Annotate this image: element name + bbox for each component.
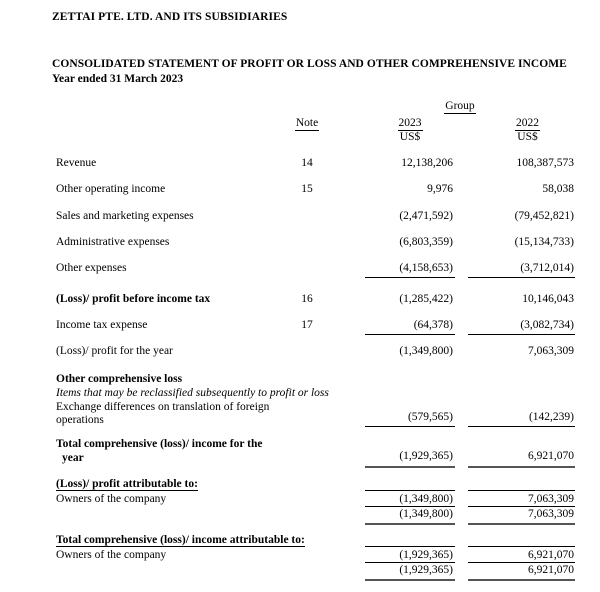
row-value-total-comprehensive-2023: (1,929,365)	[399, 450, 453, 462]
row-value-administrative-expenses-2022: (15,134,733)	[514, 236, 574, 248]
rule-owners-comprehensive-top-2022	[468, 546, 575, 547]
row-label-total-comprehensive-line1: Total comprehensive (loss)/ income for the	[56, 438, 263, 450]
row-value-other-expenses-2022: (3,712,014)	[520, 262, 574, 274]
rule-other-expenses-2023	[365, 277, 455, 278]
column-header-group	[420, 100, 500, 112]
rule-owners-comprehensive-mid-2022	[468, 562, 575, 563]
row-label-total-comprehensive-line2: year	[62, 452, 84, 464]
row-value-total-comprehensive-2022: 6,921,070	[528, 450, 574, 462]
row-value-other-operating-income-2022: 58,038	[542, 183, 574, 195]
row-value-revenue-2023: 12,138,206	[401, 157, 453, 169]
column-header-year-2023	[365, 117, 455, 129]
row-value-exchange-differences-2022: (142,239)	[528, 411, 574, 423]
column-header-note	[277, 117, 337, 129]
rule-total-comprehensive-attributable-2022	[468, 579, 575, 581]
row-label-exchange-differences-line2: operations	[56, 414, 104, 426]
row-value-loss-before-income-tax-2022: 10,146,043	[522, 293, 574, 305]
row-value-owners-comprehensive-2022: 6,921,070	[528, 549, 574, 561]
row-label-administrative-expenses: Administrative expenses	[56, 236, 170, 248]
rule-total-comprehensive-2023	[365, 466, 455, 468]
section-heading-profit-attributable: (Loss)/ profit attributable to:	[56, 478, 198, 490]
row-note-income-tax-expense: 17	[301, 319, 313, 331]
row-value-total-comprehensive-attributable-2022: 6,921,070	[528, 564, 574, 576]
column-header-currency-2022: US$	[517, 131, 538, 143]
rule-income-tax-expense-2023	[365, 334, 455, 335]
rule-owners-profit-mid-2023	[365, 506, 455, 507]
row-label-owners-of-company-profit: Owners of the company	[56, 493, 167, 505]
section-note-reclassification: Items that may be reclassified subsequently to profit or loss	[56, 387, 329, 399]
row-value-loss-before-income-tax-2023: (1,285,422)	[399, 293, 453, 305]
row-value-sales-marketing-expenses-2023: (2,471,592)	[399, 210, 453, 222]
section-heading-other-comprehensive-loss: Other comprehensive loss	[56, 373, 183, 385]
rule-total-profit-attributable-2023	[365, 523, 455, 525]
rule-owners-comprehensive-mid-2023	[365, 562, 455, 563]
company-name: ZETTAI PTE. LTD. AND ITS SUBSIDIARIES	[52, 11, 288, 23]
row-label-income-tax-expense: Income tax expense	[56, 319, 148, 331]
row-value-exchange-differences-2023: (579,565)	[407, 411, 453, 423]
column-header-year-2022-label: 2022	[516, 117, 539, 129]
rule-owners-profit-top-2023	[365, 490, 455, 491]
rule-exchange-differences-2022	[468, 426, 575, 427]
row-value-income-tax-expense-2022: (3,082,734)	[520, 319, 574, 331]
rule-other-expenses-2022	[468, 277, 575, 278]
column-header-group-label: Group	[445, 100, 475, 112]
rule-total-comprehensive-attributable-2023	[365, 579, 455, 581]
row-note-other-operating-income: 15	[301, 183, 313, 195]
row-value-other-operating-income-2023: 9,976	[427, 183, 453, 195]
row-value-owners-comprehensive-2023: (1,929,365)	[399, 549, 453, 561]
row-label-loss-before-income-tax: (Loss)/ profit before income tax	[56, 293, 211, 305]
row-note-revenue: 14	[301, 157, 313, 169]
column-header-currency-2023: US$	[399, 131, 421, 143]
rule-owners-profit-mid-2022	[468, 506, 575, 507]
row-value-total-profit-attributable-2022: 7,063,309	[528, 508, 574, 520]
column-header-year-2022	[480, 117, 575, 129]
row-value-total-profit-attributable-2023: (1,349,800)	[399, 508, 453, 520]
section-heading-total-comprehensive-attributable: Total comprehensive (loss)/ income attributable to:	[56, 534, 305, 546]
row-label-revenue: Revenue	[56, 157, 97, 169]
statement-period: Year ended 31 March 2023	[52, 73, 184, 85]
column-header-note-label: Note	[295, 117, 319, 129]
row-value-owners-profit-2022: 7,063,309	[528, 493, 574, 505]
row-value-other-expenses-2023: (4,158,653)	[399, 262, 453, 274]
row-label-loss-for-the-year: (Loss)/ profit for the year	[56, 345, 173, 357]
rule-exchange-differences-2023	[365, 426, 455, 427]
row-value-owners-profit-2023: (1,349,800)	[399, 493, 453, 505]
row-label-exchange-differences-line1: Exchange differences on translation of foreign	[56, 401, 270, 413]
row-value-administrative-expenses-2023: (6,803,359)	[399, 236, 453, 248]
row-value-total-comprehensive-attributable-2023: (1,929,365)	[399, 564, 453, 576]
row-note-loss-before-income-tax: 16	[301, 293, 313, 305]
row-value-income-tax-expense-2023: (64,378)	[413, 319, 453, 331]
row-label-other-expenses: Other expenses	[56, 262, 127, 274]
rule-total-profit-attributable-2022	[468, 523, 575, 525]
rule-total-comprehensive-2022	[468, 466, 575, 468]
row-value-loss-for-the-year-2022: 7,063,309	[528, 345, 574, 357]
statement-title: CONSOLIDATED STATEMENT OF PROFIT OR LOSS AND OTHER COMPREHENSIVE INCOME	[52, 58, 567, 70]
row-value-revenue-2022: 108,387,573	[516, 157, 574, 169]
row-label-owners-of-company-comprehensive: Owners of the company	[56, 549, 167, 561]
row-value-sales-marketing-expenses-2022: (79,452,821)	[514, 210, 574, 222]
row-label-sales-marketing-expenses: Sales and marketing expenses	[56, 210, 194, 222]
column-header-year-2023-label: 2023	[398, 117, 422, 129]
rule-owners-profit-top-2022	[468, 490, 575, 491]
row-label-other-operating-income: Other operating income	[56, 183, 166, 195]
row-value-loss-for-the-year-2023: (1,349,800)	[399, 345, 453, 357]
rule-owners-comprehensive-top-2023	[365, 546, 455, 547]
rule-income-tax-expense-2022	[468, 334, 575, 335]
